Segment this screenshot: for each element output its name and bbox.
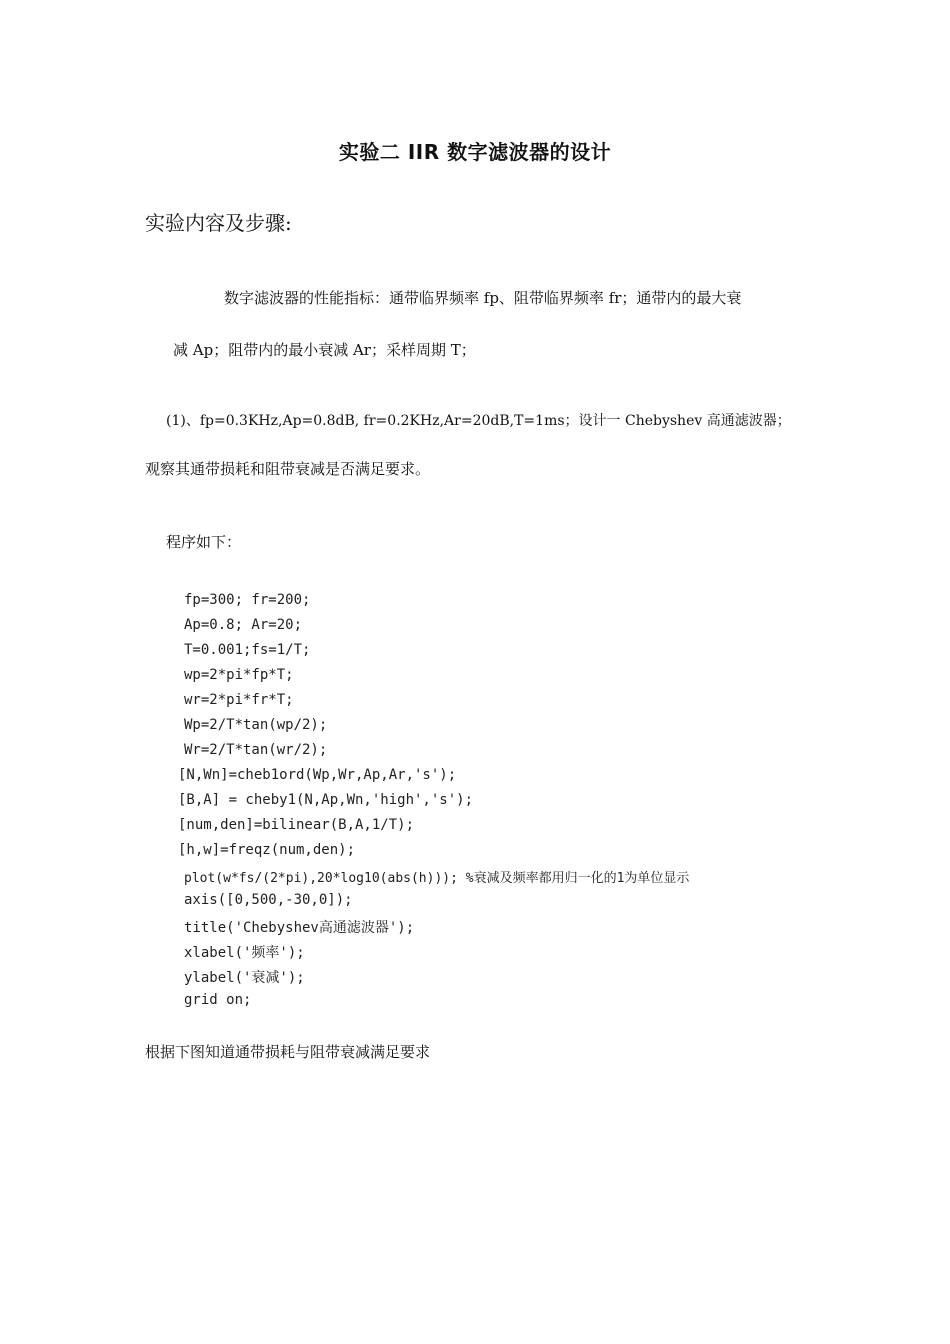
task-paragraph-line-1: (1)、fp=0.3KHz,Ap=0.8dB, fr=0.2KHz,Ar=20dB,T=1ms；设计一 Chebyshev 高通滤波器；: [166, 413, 791, 429]
conclusion-text: 根据下图知道通带损耗与阻带衰减满足要求: [145, 1043, 431, 1061]
code-line: plot(w*fs/(2*pi),20*log10(abs(h))); %衰减及频率都用归一化的1为单位显示: [184, 871, 690, 886]
code-line: Ap=0.8; Ar=20;: [184, 617, 303, 633]
code-line: Wp=2/T*tan(wp/2);: [184, 717, 328, 733]
code-line: xlabel('频率');: [184, 945, 305, 961]
code-line: Wr=2/T*tan(wr/2);: [184, 742, 328, 758]
document-title: 实验二 IIR 数字滤波器的设计: [338, 140, 612, 164]
code-line: axis([0,500,-30,0]);: [184, 892, 353, 908]
spec-paragraph-line-2: 减 Ap；阻带内的最小衰减 Ar；采样周期 T；: [173, 341, 476, 359]
code-line: wp=2*pi*fp*T;: [184, 667, 294, 683]
code-line: [B,A] = cheby1(N,Ap,Wn,'high','s');: [178, 792, 474, 808]
code-line: [h,w]=freqz(num,den);: [178, 842, 356, 858]
section-heading: 实验内容及步骤:: [145, 211, 292, 235]
code-line: title('Chebyshev高通滤波器');: [184, 920, 415, 936]
code-line: ylabel('衰减');: [184, 970, 305, 986]
code-line: wr=2*pi*fr*T;: [184, 692, 294, 708]
program-label: 程序如下：: [166, 533, 242, 551]
code-line: grid on;: [184, 992, 252, 1008]
code-line: [num,den]=bilinear(B,A,1/T);: [178, 817, 415, 833]
code-line: [N,Wn]=cheb1ord(Wp,Wr,Ap,Ar,'s');: [178, 767, 457, 783]
task-paragraph-line-2: 观察其通带损耗和阻带衰减是否满足要求。: [145, 460, 431, 478]
code-line: T=0.001;fs=1/T;: [184, 642, 311, 658]
code-line: fp=300; fr=200;: [184, 592, 311, 608]
spec-paragraph-line-1: 数字滤波器的性能指标：通带临界频率 fp、阻带临界频率 fr；通带内的最大衰: [224, 289, 742, 307]
